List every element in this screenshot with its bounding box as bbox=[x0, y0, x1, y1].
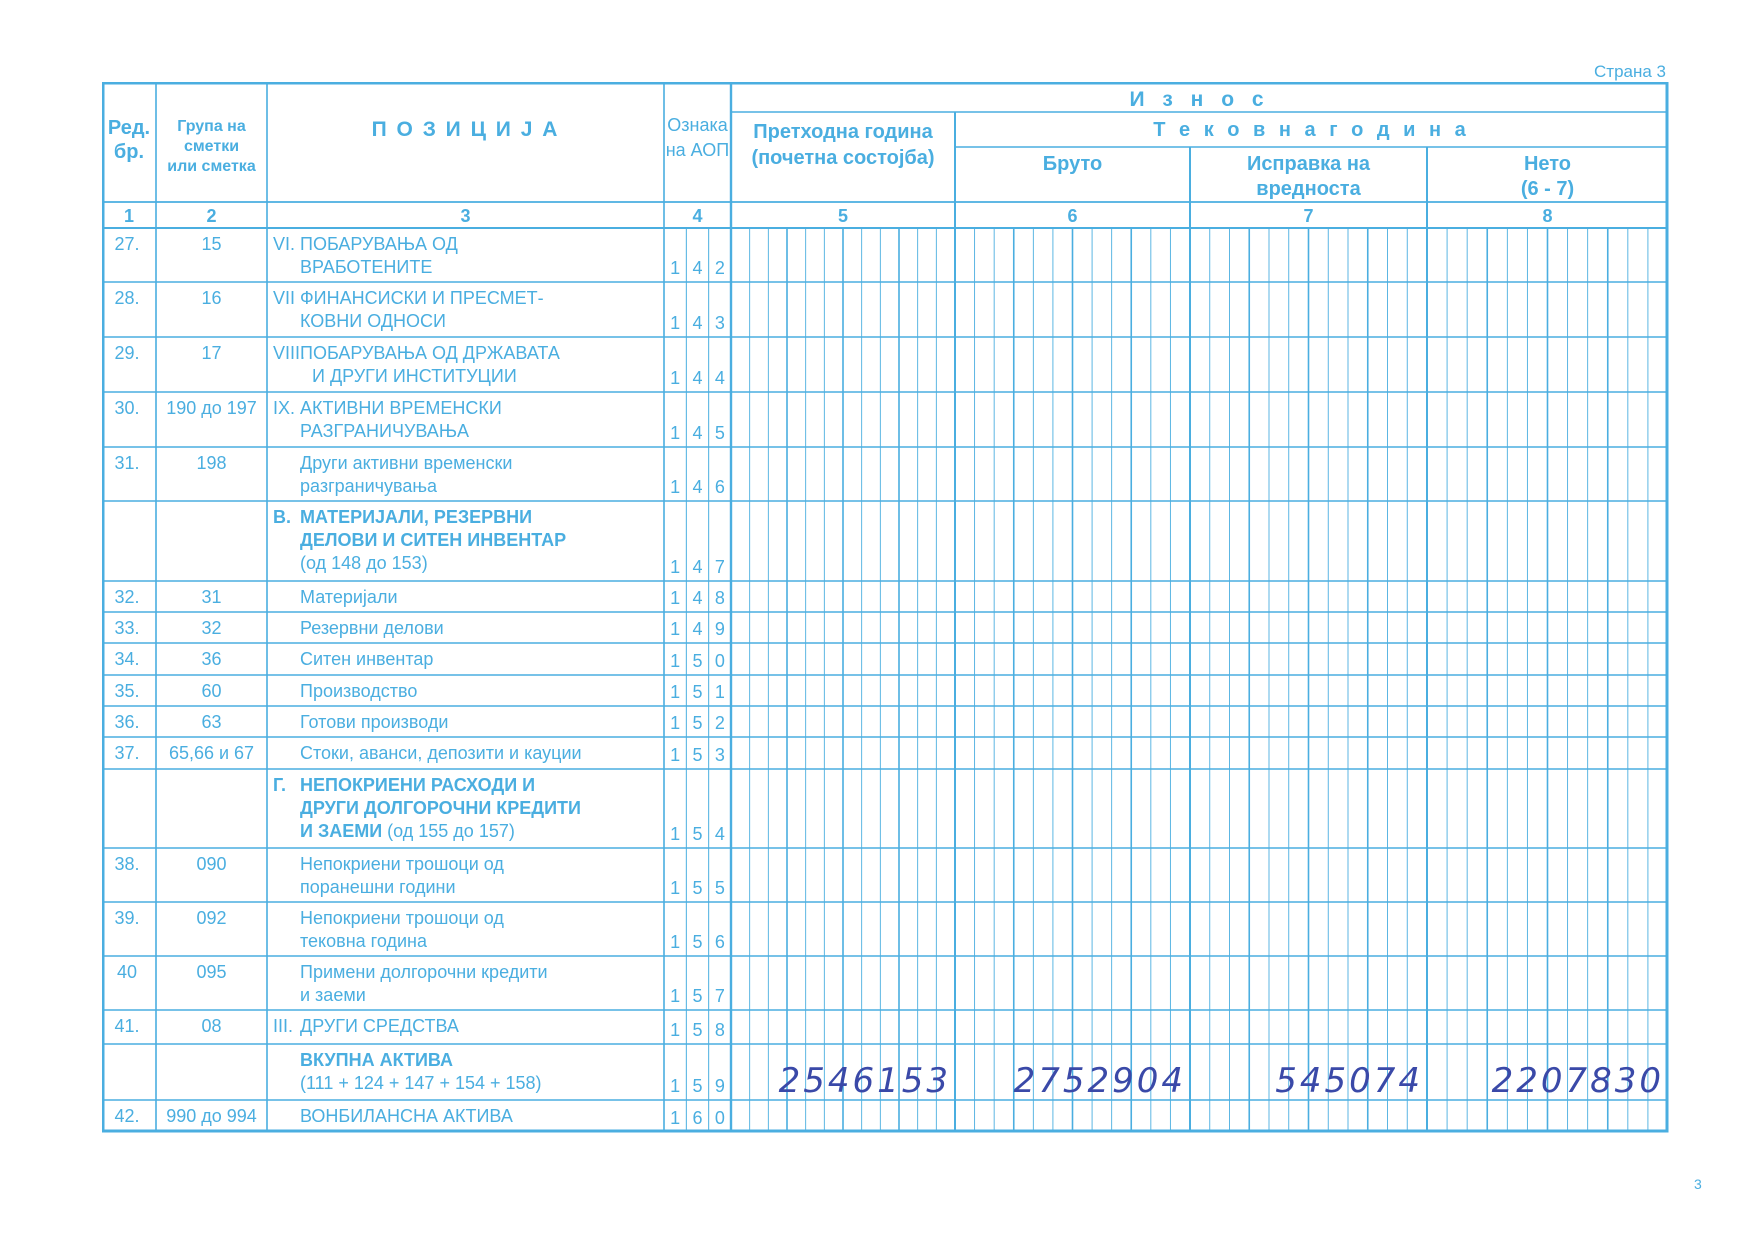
aop-digit: 4 bbox=[692, 477, 703, 497]
row-account-group: 092 bbox=[196, 908, 227, 928]
column-number: 7 bbox=[1303, 206, 1314, 226]
aop-digit: 4 bbox=[692, 368, 703, 388]
row-number: 37. bbox=[114, 743, 140, 763]
handwritten-prev-value: 2546153 bbox=[778, 1061, 951, 1101]
column-number: 8 bbox=[1542, 206, 1553, 226]
header-current-year: Т е к о в н а г о д и н а bbox=[1153, 119, 1470, 141]
row-number: 32. bbox=[114, 587, 140, 607]
aop-digit: 3 bbox=[714, 745, 725, 765]
handwritten-correction-value: 545074 bbox=[1275, 1061, 1423, 1101]
row-position-text: И ДРУГИ ИНСТИТУЦИИ bbox=[312, 366, 517, 386]
aop-digit: 1 bbox=[670, 682, 681, 702]
row-account-group: 36 bbox=[201, 649, 222, 669]
aop-digit: 1 bbox=[670, 557, 681, 577]
row-account-group: 990 до 994 bbox=[166, 1106, 257, 1126]
header-value-correction: Исправка на bbox=[1246, 153, 1371, 175]
row-position-text: поранешни години bbox=[300, 877, 456, 897]
row-number: 27. bbox=[114, 234, 140, 254]
header-net: Нето bbox=[1523, 153, 1572, 175]
row-position-text: КОВНИ ОДНОСИ bbox=[300, 311, 446, 331]
header-gross: Бруто bbox=[1042, 153, 1103, 175]
row-position-text: Готови производи bbox=[300, 712, 449, 732]
aop-digit: 5 bbox=[692, 824, 703, 844]
row-position-text: ДЕЛОВИ И СИТЕН ИНВЕНТАР bbox=[300, 530, 567, 550]
aop-digit: 4 bbox=[692, 423, 703, 443]
aop-digit: 4 bbox=[714, 368, 725, 388]
aop-digit: 1 bbox=[670, 1108, 681, 1128]
row-account-group: 32 bbox=[201, 618, 222, 638]
row-account-group: 15 bbox=[201, 234, 222, 254]
row-roman-numeral: VIII. bbox=[273, 343, 306, 363]
header-row-number: Ред. bbox=[107, 117, 151, 139]
row-number: 30. bbox=[114, 398, 140, 418]
aop-digit: 1 bbox=[714, 682, 725, 702]
aop-digit: 5 bbox=[692, 651, 703, 671]
header-net: (6 - 7) bbox=[1520, 178, 1575, 200]
column-number: 3 bbox=[460, 206, 471, 226]
aop-digit: 5 bbox=[692, 682, 703, 702]
header-previous-year: (почетна состојба) bbox=[751, 147, 935, 169]
row-account-group: 31 bbox=[201, 587, 222, 607]
aop-digit: 4 bbox=[692, 588, 703, 608]
header-previous-year: Претходна година bbox=[753, 121, 933, 143]
aop-digit: 5 bbox=[692, 745, 703, 765]
aop-digit: 1 bbox=[670, 423, 681, 443]
column-number: 4 bbox=[692, 206, 703, 226]
aop-digit: 1 bbox=[670, 1076, 681, 1096]
aop-digit: 1 bbox=[670, 477, 681, 497]
aop-digit: 4 bbox=[714, 824, 725, 844]
row-number: 28. bbox=[114, 288, 140, 308]
aop-digit: 8 bbox=[714, 588, 725, 608]
aop-digit: 2 bbox=[714, 258, 725, 278]
row-position-text: НЕПОКРИЕНИ РАСХОДИ И bbox=[300, 775, 536, 795]
row-account-group: 095 bbox=[196, 962, 227, 982]
row-position-text: ВОНБИЛАНСНА АКТИВА bbox=[300, 1106, 513, 1126]
aop-digit: 5 bbox=[692, 878, 703, 898]
header-account-group: или сметка bbox=[167, 158, 256, 175]
row-roman-numeral: VI. bbox=[273, 234, 296, 254]
row-number: 35. bbox=[114, 681, 140, 701]
row-number: 41. bbox=[114, 1016, 140, 1036]
aop-digit: 0 bbox=[714, 651, 725, 671]
row-position-text: и заеми bbox=[300, 985, 366, 1005]
row-position-text: ДРУГИ ДОЛГОРОЧНИ КРЕДИТИ bbox=[300, 798, 581, 818]
row-position-text: (111 + 124 + 147 + 154 + 158) bbox=[300, 1073, 542, 1093]
aop-digit: 8 bbox=[714, 1020, 725, 1040]
row-roman-numeral: VII bbox=[273, 288, 296, 308]
aop-digit: 1 bbox=[670, 745, 681, 765]
header-position: П О З И Ц И Ј А bbox=[371, 118, 560, 141]
row-account-group: 65,66 и 67 bbox=[168, 743, 255, 763]
row-roman-numeral: В. bbox=[273, 507, 291, 527]
aop-digit: 9 bbox=[714, 619, 725, 639]
aop-digit: 1 bbox=[670, 878, 681, 898]
row-position-text: МАТЕРИЈАЛИ, РЕЗЕРВНИ bbox=[300, 507, 533, 527]
row-number: 31. bbox=[114, 453, 140, 473]
header-aop: Ознака bbox=[667, 115, 728, 135]
row-number: 33. bbox=[114, 618, 140, 638]
aop-digit: 1 bbox=[670, 619, 681, 639]
row-number: 29. bbox=[114, 343, 140, 363]
header-account-group: Група на bbox=[177, 118, 246, 135]
form-grid bbox=[102, 82, 1671, 1135]
aop-digit: 9 bbox=[714, 1076, 725, 1096]
aop-digit: 1 bbox=[670, 1020, 681, 1040]
header-account-group: сметки bbox=[183, 138, 240, 155]
row-position-text: ФИНАНСИСКИ И ПРЕСМЕТ- bbox=[300, 288, 544, 308]
row-position-text: Непокриени трошоци од bbox=[300, 854, 504, 874]
row-roman-numeral: Г. bbox=[273, 775, 286, 795]
header-value-correction: вредноста bbox=[1256, 178, 1361, 200]
row-position-text: Резервни делови bbox=[300, 618, 444, 638]
row-position-text: Ситен инвентар bbox=[300, 649, 434, 669]
row-account-group: 60 bbox=[201, 681, 222, 701]
aop-digit: 5 bbox=[692, 1020, 703, 1040]
row-number: 42. bbox=[114, 1106, 140, 1126]
row-position-text: ПОБАРУВАЊА ОД ДРЖАВАТА bbox=[300, 343, 560, 363]
row-position-text: ДРУГИ СРЕДСТВА bbox=[300, 1016, 459, 1036]
row-number: 40 bbox=[116, 962, 138, 982]
header-amount: И з н о с bbox=[1129, 88, 1270, 111]
aop-digit: 2 bbox=[714, 713, 725, 733]
aop-digit: 6 bbox=[714, 932, 725, 952]
aop-digit: 6 bbox=[692, 1108, 703, 1128]
row-number: 34. bbox=[114, 649, 140, 669]
aop-digit: 1 bbox=[670, 824, 681, 844]
aop-digit: 1 bbox=[670, 651, 681, 671]
row-roman-numeral: III. bbox=[273, 1016, 294, 1036]
row-position-text: И ЗАЕМИ (од 155 до 157) bbox=[300, 821, 515, 841]
aop-digit: 4 bbox=[692, 557, 703, 577]
row-position-range: (од 155 до 157) bbox=[382, 821, 515, 841]
aop-digit: 1 bbox=[670, 313, 681, 333]
row-account-group: 63 bbox=[201, 712, 222, 732]
column-number: 5 bbox=[837, 206, 849, 226]
row-account-group: 08 bbox=[201, 1016, 222, 1036]
aop-digit: 6 bbox=[714, 477, 725, 497]
header-aop: на АОП bbox=[665, 140, 730, 160]
row-account-group: 16 bbox=[201, 288, 222, 308]
row-position-text: тековна година bbox=[300, 931, 427, 951]
aop-digit: 5 bbox=[692, 986, 703, 1006]
page-label: Страна 3 bbox=[1594, 62, 1666, 81]
aop-digit: 7 bbox=[714, 557, 725, 577]
row-account-group: 190 до 197 bbox=[166, 398, 257, 418]
aop-digit: 5 bbox=[714, 423, 725, 443]
aop-digit: 5 bbox=[692, 1076, 703, 1096]
handwritten-gross-value: 2752904 bbox=[1013, 1061, 1186, 1101]
aop-digit: 5 bbox=[714, 878, 725, 898]
aop-digit: 4 bbox=[692, 619, 703, 639]
aop-digit: 1 bbox=[670, 368, 681, 388]
row-account-group: 090 bbox=[196, 854, 227, 874]
aop-digit: 1 bbox=[670, 986, 681, 1006]
aop-digit: 4 bbox=[692, 258, 703, 278]
row-position-text: Производство bbox=[300, 681, 418, 701]
row-position-text: разграничувања bbox=[300, 476, 438, 496]
column-number: 6 bbox=[1067, 206, 1078, 226]
row-number: 36. bbox=[114, 712, 140, 732]
balance-sheet-table bbox=[102, 82, 1671, 1135]
aop-digit: 3 bbox=[714, 313, 725, 333]
row-position-text: Стоки, аванси, депозити и кауции bbox=[300, 743, 582, 763]
row-account-group: 17 bbox=[201, 343, 222, 363]
row-position-text: Материјали bbox=[300, 587, 398, 607]
row-position-text: Други активни временски bbox=[300, 453, 513, 473]
handwritten-net-value: 2207830 bbox=[1491, 1061, 1664, 1101]
header-row-number: бр. bbox=[113, 141, 145, 163]
aop-digit: 1 bbox=[670, 713, 681, 733]
row-position-text: АКТИВНИ ВРЕМЕНСКИ bbox=[300, 398, 502, 418]
row-position-text: РАЗГРАНИЧУВАЊА bbox=[300, 421, 470, 441]
row-position-text: ВРАБОТЕНИТЕ bbox=[300, 257, 433, 277]
row-account-group: 198 bbox=[196, 453, 227, 473]
row-position-text: Примени долгорочни кредити bbox=[300, 962, 548, 982]
row-position-text: ПОБАРУВАЊА ОД bbox=[300, 234, 458, 254]
row-number: 38. bbox=[114, 854, 140, 874]
aop-digit: 0 bbox=[714, 1108, 725, 1128]
aop-digit: 1 bbox=[670, 932, 681, 952]
row-position-text: ВКУПНА АКТИВА bbox=[300, 1050, 454, 1070]
row-position-text: Непокриени трошоци од bbox=[300, 908, 504, 928]
row-roman-numeral: IX. bbox=[273, 398, 296, 418]
page-number: 3 bbox=[1694, 1176, 1702, 1192]
aop-digit: 5 bbox=[692, 713, 703, 733]
row-number: 39. bbox=[114, 908, 140, 928]
row-position-text: (од 148 до 153) bbox=[300, 553, 428, 573]
column-number: 2 bbox=[206, 206, 217, 226]
aop-digit: 1 bbox=[670, 588, 681, 608]
aop-digit: 5 bbox=[692, 932, 703, 952]
aop-digit: 1 bbox=[670, 258, 681, 278]
column-number: 1 bbox=[123, 206, 135, 226]
aop-digit: 7 bbox=[714, 986, 725, 1006]
aop-digit: 4 bbox=[692, 313, 703, 333]
